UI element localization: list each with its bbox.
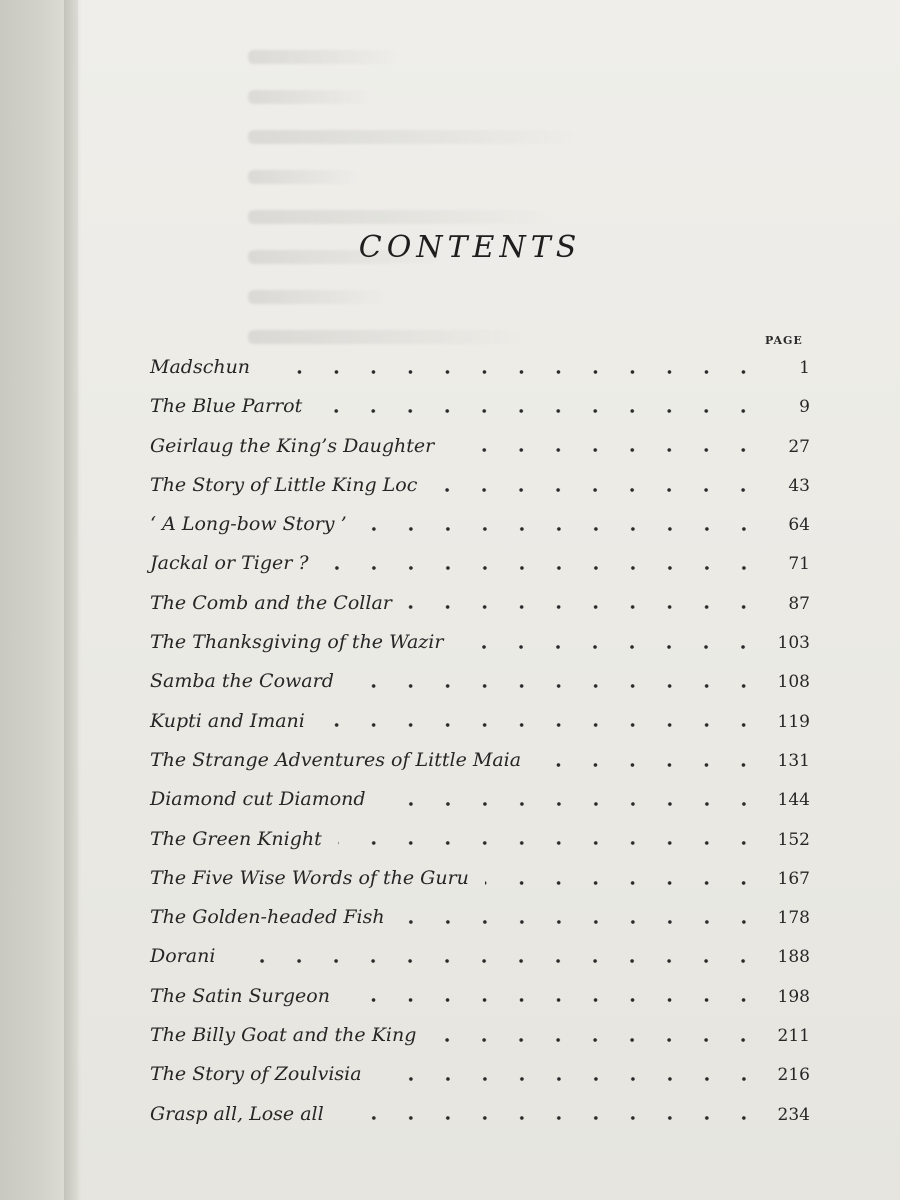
toc-entry (150, 977, 810, 1016)
toc-entry-page-number: 9 (799, 397, 810, 418)
toc-entry-page-number: 211 (777, 1026, 810, 1047)
toc-entry-page-number: 216 (777, 1065, 810, 1086)
dot-leader (338, 841, 762, 845)
dot-leader (382, 802, 762, 806)
toc-entry (150, 505, 810, 544)
dot-leader (378, 1077, 762, 1081)
toc-entry-title: The Story of Little King Loc (150, 473, 418, 496)
toc-entry-title: Samba the Coward (150, 670, 334, 693)
toc-entry-title: The Comb and the Collar (150, 591, 392, 614)
toc-entry-page-number: 119 (777, 711, 810, 732)
dot-leader (340, 1116, 762, 1120)
toc-entry-title: Diamond cut Diamond (150, 788, 366, 811)
dot-leader (325, 566, 762, 570)
toc-entry (150, 623, 810, 662)
toc-entry-title: The Blue Parrot (150, 395, 303, 418)
toc-entry-title: The Green Knight (150, 827, 322, 850)
dot-leader (433, 488, 762, 492)
toc-entry-title: Geirlaug the King’s Daughter (150, 434, 435, 457)
toc-entry-page-number: 131 (777, 750, 810, 771)
dot-leader (408, 605, 762, 609)
toc-entry (150, 662, 810, 701)
toc-entry-page-number: 108 (777, 672, 810, 693)
toc-entry-title: Jackal or Tiger ? (150, 552, 309, 575)
toc-entry-page-number: 178 (777, 908, 810, 929)
toc-entry (150, 937, 810, 976)
toc-entry-page-number: 167 (777, 868, 810, 889)
dot-leader (459, 645, 762, 649)
toc-entry (150, 427, 810, 466)
toc-entry-page-number: 1 (799, 358, 810, 378)
toc-entry-title: Kupti and Imani (150, 709, 305, 732)
dot-leader (346, 998, 762, 1002)
toc-entry-title: The Strange Adventures of Little Maia (150, 748, 522, 771)
dot-leader (350, 684, 762, 688)
toc-entry-page-number: 43 (788, 475, 810, 496)
dot-leader (363, 527, 762, 531)
toc-entry-page-number: 87 (788, 593, 810, 614)
toc-entry-page-number: 64 (788, 515, 810, 536)
toc-entry-page-number: 144 (777, 790, 810, 811)
toc-entry (150, 820, 810, 859)
toc-entry-title: Madschun (150, 356, 251, 378)
toc-entry (150, 1016, 810, 1055)
dot-leader (231, 959, 762, 963)
toc-entry (150, 1095, 810, 1134)
toc-entry-title: The Satin Surgeon (150, 984, 330, 1007)
toc-entry-page-number: 152 (777, 829, 810, 850)
table-of-contents (150, 348, 810, 1134)
dot-leader (318, 409, 762, 413)
dot-leader (266, 370, 762, 374)
toc-entry-page-number: 188 (777, 947, 810, 968)
dot-leader (321, 723, 762, 727)
dot-leader (432, 1038, 762, 1042)
dot-leader (450, 448, 762, 452)
toc-entry (150, 859, 810, 898)
toc-entry (150, 1055, 810, 1094)
toc-entry (150, 741, 810, 780)
toc-entry-page-number: 198 (777, 986, 810, 1007)
toc-entry-title: Dorani (150, 945, 216, 968)
toc-entry-page-number: 103 (777, 633, 810, 654)
toc-entry (150, 898, 810, 937)
contents-heading: CONTENTS (358, 230, 582, 265)
toc-entry (150, 544, 810, 583)
toc-entry (150, 387, 810, 426)
toc-entry-title: The Golden-headed Fish (150, 906, 385, 929)
dot-leader (485, 881, 762, 885)
toc-entry-title: Grasp all, Lose all (150, 1102, 324, 1125)
toc-entry (150, 584, 810, 623)
toc-entry-title: ‘ A Long-bow Story ’ (150, 513, 347, 536)
toc-entry (150, 348, 810, 387)
toc-entry-title: The Thanksgiving of the Wazir (150, 631, 444, 654)
toc-entry-page-number: 27 (788, 436, 810, 457)
toc-entry-page-number: 234 (777, 1104, 810, 1125)
page-column-label: PAGE (765, 334, 803, 347)
toc-entry (150, 466, 810, 505)
page-gutter (64, 0, 82, 1200)
toc-entry-title: The Story of Zoulvisia (150, 1063, 362, 1086)
toc-entry-title: The Billy Goat and the King (150, 1024, 417, 1047)
toc-entry (150, 780, 810, 819)
toc-entry (150, 702, 810, 741)
toc-entry-title: The Five Wise Words of the Guru (150, 866, 469, 889)
toc-entry-page-number: 71 (788, 554, 810, 575)
dot-leader (401, 920, 762, 924)
dot-leader (537, 763, 762, 767)
